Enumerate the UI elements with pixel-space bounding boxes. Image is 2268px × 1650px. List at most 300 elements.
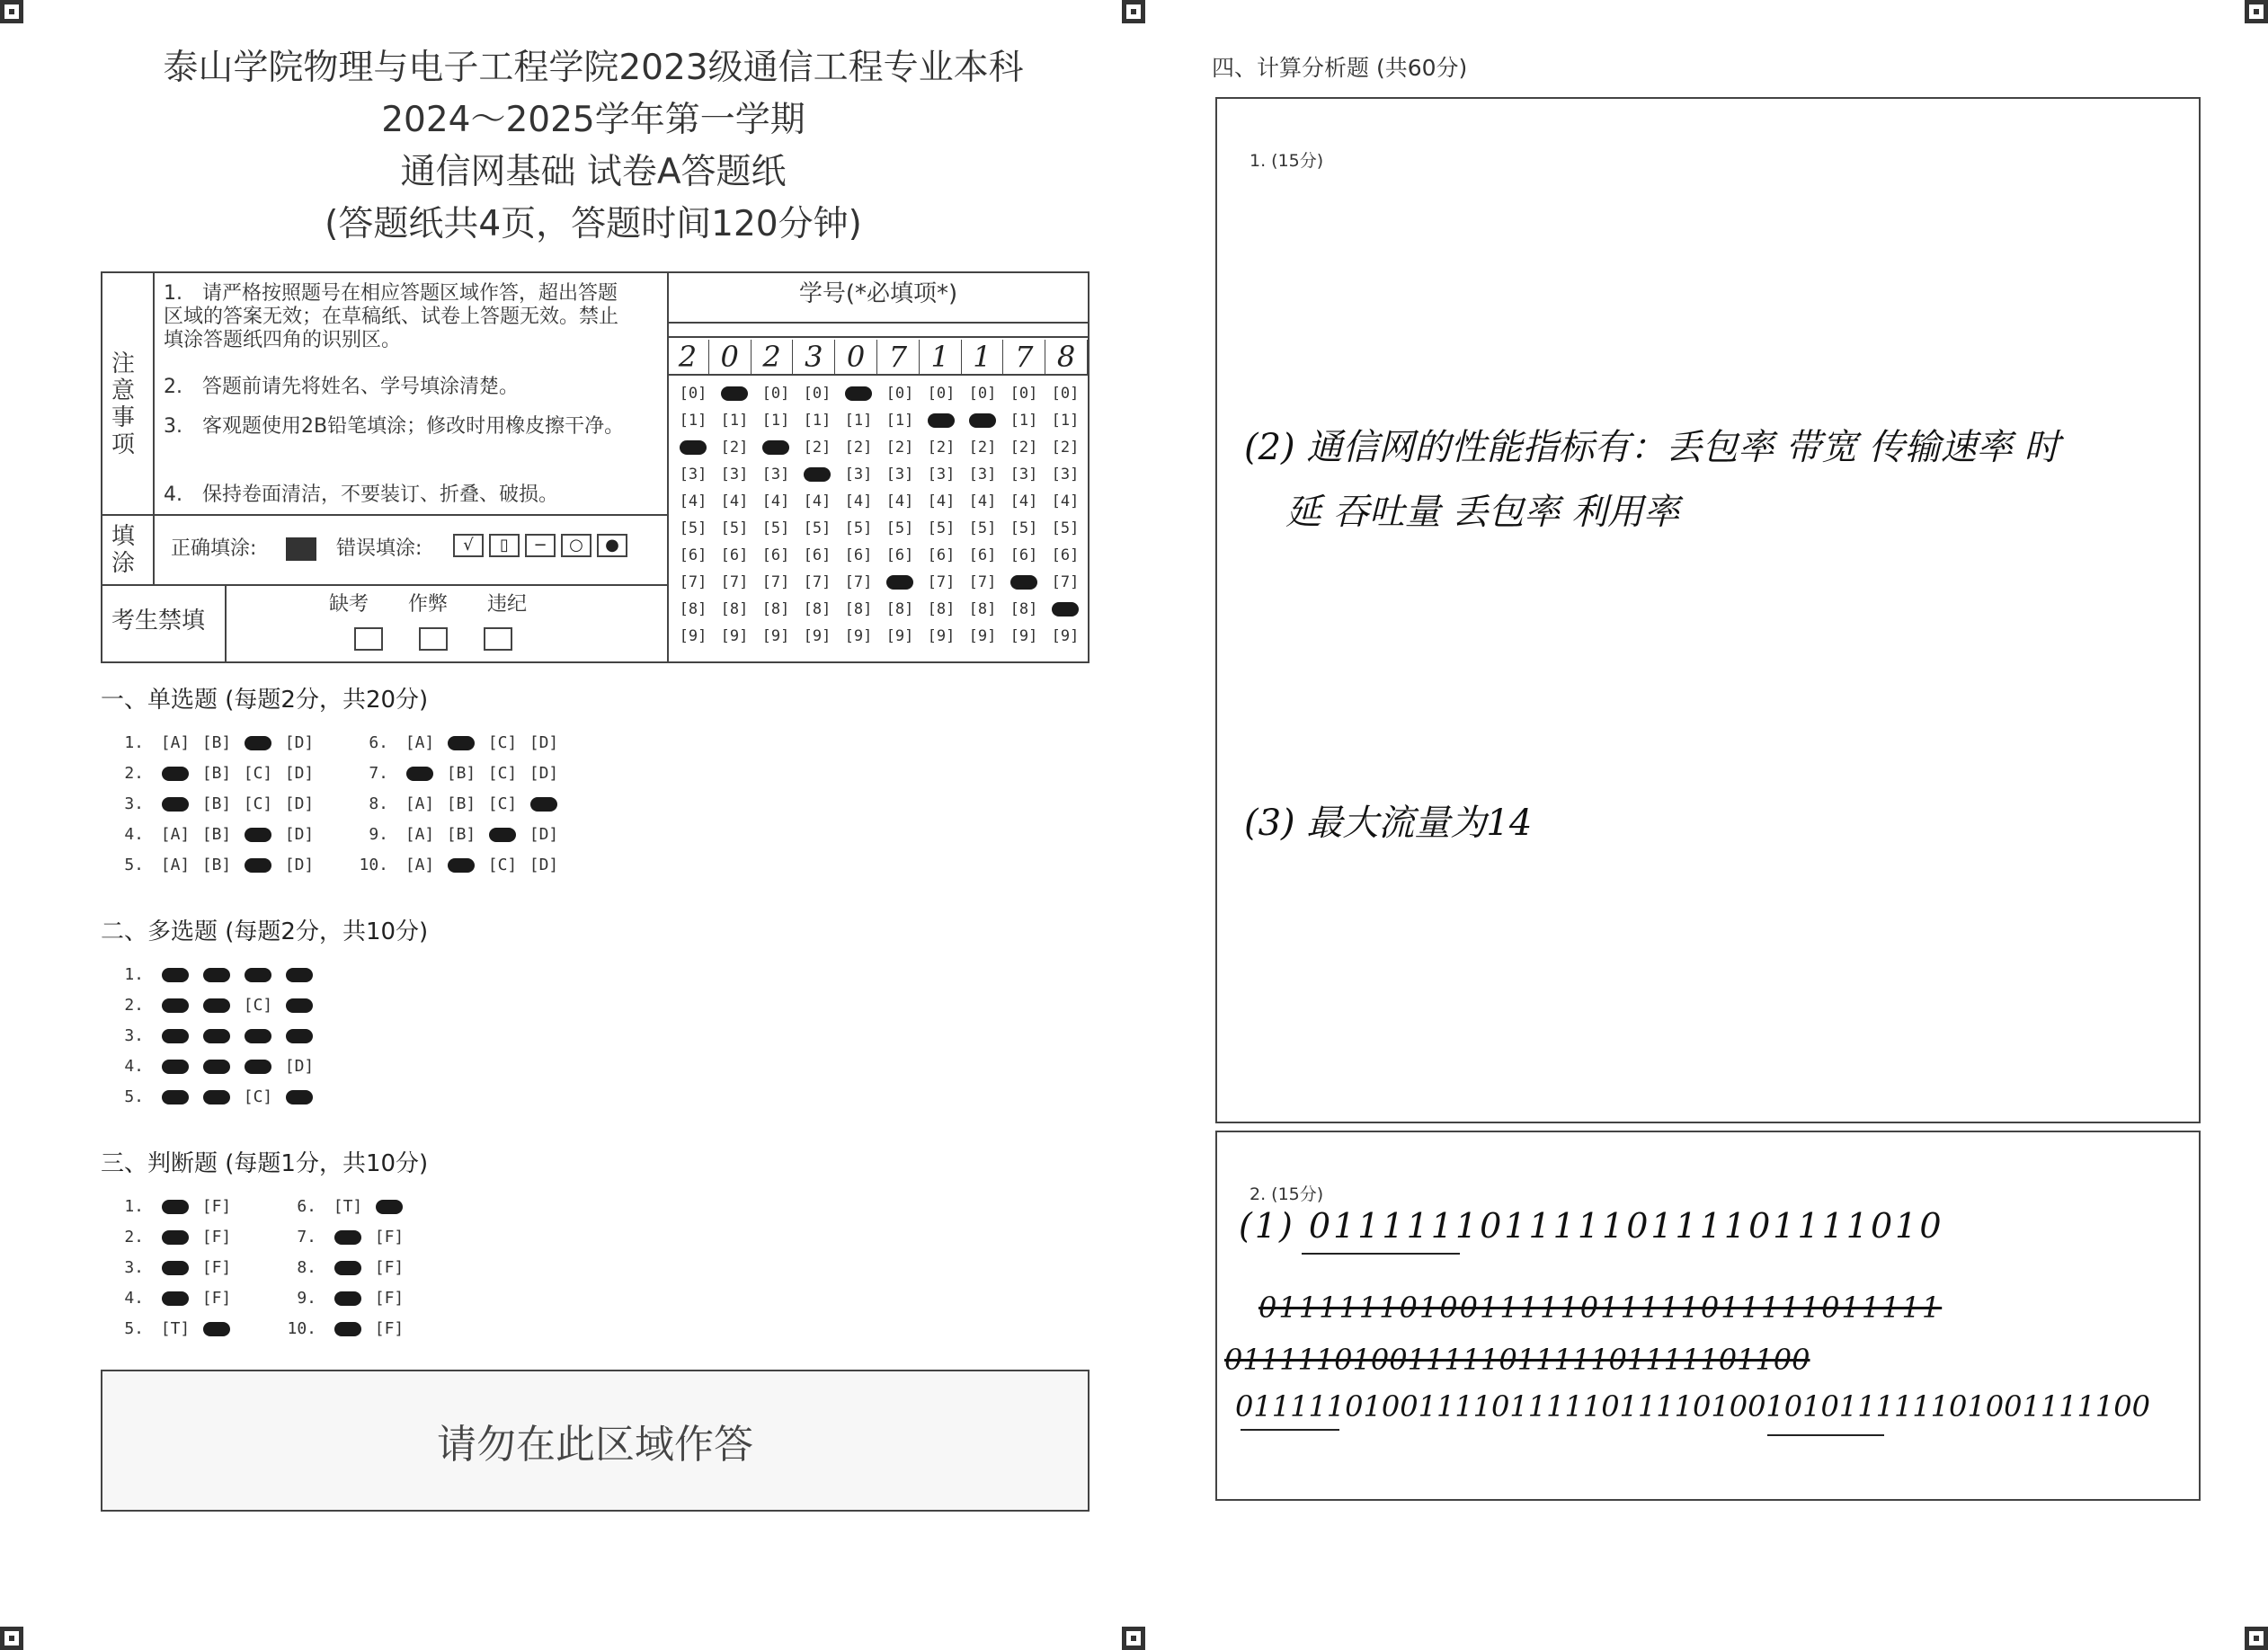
option-bubble[interactable]: [B] (201, 764, 232, 783)
option-filled[interactable] (327, 1258, 369, 1277)
id-bubble[interactable]: [1] (844, 412, 873, 430)
student-id-row (672, 627, 1086, 645)
student-id-digit: 3 (793, 340, 835, 374)
option-bubble[interactable]: [B] (201, 825, 232, 844)
notice-item-2: 2. 答题前请先将姓名、学号填涂清楚。 (164, 376, 519, 398)
id-bubble[interactable]: [8] (720, 600, 749, 618)
id-bubble[interactable]: [5] (844, 519, 873, 537)
option-filled[interactable] (155, 1026, 196, 1045)
id-bubble[interactable]: [2] (844, 439, 873, 457)
filled-mark (203, 998, 230, 1013)
id-bubble[interactable]: [0] (803, 385, 832, 403)
option-bubble[interactable]: [D] (284, 733, 315, 752)
id-bubble[interactable]: [9] (720, 627, 749, 645)
filled-mark (804, 467, 831, 482)
option-filled[interactable] (196, 1319, 237, 1338)
filled-mark (162, 1291, 189, 1306)
question-number: 4. (124, 1057, 144, 1076)
option-filled[interactable] (155, 794, 196, 813)
answer-row (106, 1057, 320, 1076)
option-filled[interactable] (155, 1197, 196, 1216)
id-bubble[interactable]: [1] (1051, 412, 1080, 430)
question-number: 10. (287, 1319, 316, 1338)
id-bubble[interactable]: [8] (844, 600, 873, 618)
section1-title: 一、单选题 (每题2分，共20分) (101, 687, 429, 714)
option-bubble[interactable]: [C] (487, 856, 518, 874)
filled-mark (203, 1322, 230, 1336)
student-id-row (672, 519, 1086, 537)
student-id-digit: 8 (1045, 340, 1088, 374)
checkbox-absent[interactable] (354, 627, 383, 651)
checkbox-cheat[interactable] (419, 627, 448, 651)
id-bubble[interactable]: [5] (679, 519, 707, 537)
section2-title: 二、多选题 (每题2分，共10分) (101, 918, 429, 945)
id-bubble-filled[interactable] (755, 439, 796, 457)
filled-mark (1010, 575, 1037, 590)
option-bubble[interactable]: [D] (284, 825, 315, 844)
id-bubble-filled[interactable] (879, 573, 921, 591)
answer-row (351, 764, 565, 783)
id-bubble[interactable]: [5] (927, 519, 956, 537)
id-bubble[interactable]: [5] (1009, 519, 1038, 537)
correct-fill-sample (286, 537, 316, 561)
wrong-fill-label: 错误填涂: (336, 537, 422, 560)
option-bubble[interactable]: [C] (243, 1087, 273, 1106)
answer-row (279, 1197, 410, 1216)
id-bubble[interactable]: [9] (844, 627, 873, 645)
id-bubble[interactable]: [3] (1009, 466, 1038, 483)
id-bubble[interactable]: [4] (1009, 492, 1038, 510)
id-bubble[interactable]: [8] (761, 600, 790, 618)
student-id-row (672, 412, 1086, 430)
option-bubble[interactable]: [B] (446, 825, 476, 844)
filled-mark (376, 1200, 403, 1214)
student-id-digit: 7 (877, 340, 920, 374)
id-bubble[interactable]: [3] (1051, 466, 1080, 483)
option-filled[interactable] (327, 1289, 369, 1308)
option-filled[interactable] (155, 965, 196, 984)
answer-row (351, 856, 565, 874)
option-bubble[interactable]: [A] (405, 733, 435, 752)
section4-title: 四、计算分析题 (共60分) (1212, 55, 1468, 81)
question-number: 10. (359, 856, 388, 874)
exam-title-line4: (答题纸共4页，答题时间120分钟) (325, 204, 862, 244)
question-number: 3. (124, 794, 144, 813)
id-bubble[interactable]: [1] (679, 412, 707, 430)
q1-label: 1. (15分) (1250, 151, 1324, 171)
id-bubble-filled[interactable] (838, 385, 879, 403)
id-bubble[interactable]: [4] (761, 492, 790, 510)
option-filled[interactable] (237, 733, 279, 752)
answer-row (279, 1228, 410, 1246)
question-number: 7. (297, 1228, 316, 1246)
id-bubble[interactable]: [4] (679, 492, 707, 510)
id-bubble[interactable]: [1] (803, 412, 832, 430)
option-bubble[interactable]: [C] (243, 794, 273, 813)
option-bubble[interactable]: [D] (284, 1057, 315, 1076)
filled-mark (448, 736, 475, 750)
question-number: 2. (124, 764, 144, 783)
corner-marker (0, 0, 23, 23)
answer-row (106, 1258, 237, 1277)
question-number: 2. (124, 996, 144, 1015)
id-bubble[interactable]: [4] (844, 492, 873, 510)
option-filled[interactable] (155, 764, 196, 783)
option-filled[interactable] (327, 1228, 369, 1246)
option-filled[interactable] (369, 1197, 410, 1216)
id-bubble[interactable]: [7] (803, 573, 832, 591)
id-bubble-filled[interactable] (1045, 600, 1086, 618)
checkbox-violation[interactable] (484, 627, 512, 651)
id-bubble[interactable]: [1] (761, 412, 790, 430)
id-bubble[interactable]: [3] (885, 466, 914, 483)
answer-row (106, 1228, 237, 1246)
id-bubble[interactable]: [0] (885, 385, 914, 403)
option-bubble[interactable]: [A] (405, 856, 435, 874)
id-bubble[interactable]: [9] (1051, 627, 1080, 645)
option-bubble[interactable]: [C] (487, 794, 518, 813)
option-bubble[interactable]: [D] (529, 825, 559, 844)
option-bubble[interactable]: [B] (446, 794, 476, 813)
id-bubble[interactable]: [3] (968, 466, 997, 483)
option-filled[interactable] (196, 1057, 237, 1076)
notice-item-3: 3. 客观题使用2B铅笔填涂；修改时用橡皮擦干净。 (164, 415, 625, 438)
id-bubble[interactable]: [3] (720, 466, 749, 483)
filled-mark (162, 767, 189, 781)
id-bubble[interactable]: [5] (803, 519, 832, 537)
option-filled[interactable] (196, 965, 237, 984)
id-bubble[interactable]: [7] (720, 573, 749, 591)
id-bubble[interactable]: [0] (927, 385, 956, 403)
student-id-digit: 0 (709, 340, 752, 374)
answer-row (351, 825, 565, 844)
id-bubble[interactable]: [9] (803, 627, 832, 645)
student-id-digit: 2 (752, 340, 794, 374)
id-bubble[interactable]: [5] (968, 519, 997, 537)
filled-mark (203, 1090, 230, 1104)
option-bubble[interactable]: [D] (529, 856, 559, 874)
id-bubble[interactable]: [7] (968, 573, 997, 591)
no-answer-zone: 请勿在此区域作答 (101, 1370, 1090, 1512)
id-bubble[interactable]: [4] (1051, 492, 1080, 510)
option-filled[interactable] (279, 1026, 320, 1045)
option-bubble[interactable]: [C] (243, 996, 273, 1015)
id-bubble[interactable]: [7] (844, 573, 873, 591)
option-bubble[interactable]: [D] (284, 764, 315, 783)
id-bubble[interactable]: [6] (679, 546, 707, 564)
option-filled[interactable] (279, 1087, 320, 1106)
option-bubble[interactable]: [D] (284, 856, 315, 874)
id-bubble[interactable]: [6] (1009, 546, 1038, 564)
question-number: 9. (369, 825, 388, 844)
option-filled[interactable] (279, 965, 320, 984)
filled-mark (334, 1291, 361, 1306)
answer-row (106, 965, 320, 984)
notice-item-4: 4. 保持卷面清洁，不要装订、折叠、破损。 (164, 483, 558, 506)
id-bubble[interactable]: [8] (968, 600, 997, 618)
id-bubble[interactable]: [6] (885, 546, 914, 564)
id-bubble[interactable]: [1] (1009, 412, 1038, 430)
option-filled[interactable] (155, 1087, 196, 1106)
corner-marker (1122, 1627, 1145, 1650)
id-bubble[interactable]: [4] (803, 492, 832, 510)
wrong-sample-check: √ (453, 534, 484, 557)
id-bubble[interactable]: [0] (679, 385, 707, 403)
filled-mark (245, 1060, 271, 1074)
corner-marker (2245, 0, 2268, 23)
filled-mark (762, 440, 789, 455)
option-bubble[interactable]: [F] (201, 1197, 232, 1216)
option-filled[interactable] (327, 1319, 369, 1338)
question-number: 1. (124, 1197, 144, 1216)
answer-row (279, 1319, 410, 1338)
id-bubble[interactable]: [4] (720, 492, 749, 510)
question-number: 3. (124, 1258, 144, 1277)
id-bubble[interactable]: [9] (927, 627, 956, 645)
id-bubble[interactable]: [0] (968, 385, 997, 403)
student-id-row (672, 439, 1086, 457)
answer-row (106, 1026, 320, 1045)
student-id-digit: 0 (835, 340, 877, 374)
id-bubble[interactable]: [0] (1009, 385, 1038, 403)
option-filled[interactable] (155, 1057, 196, 1076)
id-bubble[interactable]: [2] (927, 439, 956, 457)
q1-answer3: (3) 最大流量为14 (1244, 803, 1533, 844)
id-bubble[interactable]: [6] (968, 546, 997, 564)
option-bubble[interactable]: [D] (284, 794, 315, 813)
question-number: 6. (369, 733, 388, 752)
option-filled[interactable] (279, 996, 320, 1015)
q2-line3-struck: 01111101001111101111101111101100 (1224, 1343, 1810, 1377)
q1-answer2-line2: 延 吞吐量 丢包率 利用率 (1285, 492, 1680, 533)
answer-row (106, 1087, 320, 1106)
id-bubble[interactable]: [6] (761, 546, 790, 564)
option-bubble[interactable]: [D] (529, 764, 559, 783)
option-bubble[interactable]: [A] (160, 825, 191, 844)
option-filled[interactable] (237, 825, 279, 844)
notice-label: 注意事项 (111, 350, 136, 458)
filled-mark (286, 1029, 313, 1043)
option-filled[interactable] (399, 764, 440, 783)
student-id-digit: 1 (962, 340, 1004, 374)
q2-line4: 01111101001111011111011110100101011111101001111100 (1235, 1389, 2150, 1424)
filled-mark (203, 1060, 230, 1074)
id-bubble[interactable]: [2] (885, 439, 914, 457)
id-bubble[interactable]: [4] (927, 492, 956, 510)
filled-mark (245, 736, 271, 750)
forbidden-absent: 缺考 (329, 593, 369, 616)
option-bubble[interactable]: [F] (374, 1319, 405, 1338)
option-filled[interactable] (196, 996, 237, 1015)
id-bubble[interactable]: [3] (679, 466, 707, 483)
id-bubble[interactable]: [8] (885, 600, 914, 618)
option-bubble[interactable]: [A] (160, 856, 191, 874)
answer-row (351, 794, 565, 813)
option-bubble[interactable]: [B] (201, 856, 232, 874)
option-bubble[interactable]: [A] (405, 794, 435, 813)
filled-mark (286, 1090, 313, 1104)
id-bubble-filled[interactable] (1003, 573, 1045, 591)
filled-mark (162, 968, 189, 982)
filled-mark (162, 1200, 189, 1214)
q2-line2-struck: 0111111010011111011111011111011111 (1259, 1291, 1943, 1325)
option-bubble[interactable]: [F] (201, 1258, 232, 1277)
id-bubble[interactable]: [7] (927, 573, 956, 591)
id-bubble[interactable]: [0] (1051, 385, 1080, 403)
answer-row (106, 996, 320, 1015)
exam-title-line2: 2024～2025学年第一学期 (381, 100, 805, 140)
answer-row (106, 1319, 237, 1338)
q1-answer-box (1215, 97, 2201, 1123)
id-bubble[interactable]: [9] (885, 627, 914, 645)
id-bubble[interactable]: [7] (761, 573, 790, 591)
question-number: 3. (124, 1026, 144, 1045)
id-bubble[interactable]: [9] (1009, 627, 1038, 645)
id-bubble[interactable]: [6] (1051, 546, 1080, 564)
option-filled[interactable] (237, 856, 279, 874)
filled-mark (334, 1322, 361, 1336)
option-bubble[interactable]: [D] (529, 733, 559, 752)
option-bubble[interactable]: [F] (374, 1258, 405, 1277)
option-bubble[interactable]: [C] (243, 764, 273, 783)
id-bubble-filled[interactable] (796, 466, 838, 483)
option-filled[interactable] (237, 1026, 279, 1045)
question-number: 5. (124, 1087, 144, 1106)
id-bubble[interactable]: [2] (968, 439, 997, 457)
option-filled[interactable] (155, 996, 196, 1015)
option-bubble[interactable]: [F] (374, 1289, 405, 1308)
id-bubble[interactable]: [9] (679, 627, 707, 645)
option-bubble[interactable]: [C] (487, 764, 518, 783)
id-bubble[interactable]: [6] (927, 546, 956, 564)
id-bubble[interactable]: [6] (844, 546, 873, 564)
question-number: 8. (369, 794, 388, 813)
student-id-digit: 1 (920, 340, 962, 374)
filled-mark (162, 1261, 189, 1275)
option-bubble[interactable]: [C] (487, 733, 518, 752)
id-bubble[interactable]: [2] (1009, 439, 1038, 457)
id-bubble[interactable]: [5] (1051, 519, 1080, 537)
corner-marker (1122, 0, 1145, 23)
id-bubble-filled[interactable] (962, 412, 1003, 430)
option-filled[interactable] (196, 1087, 237, 1106)
option-bubble[interactable]: [T] (333, 1197, 363, 1216)
student-id-digits (667, 340, 1088, 374)
forbidden-cheat: 作弊 (408, 593, 449, 616)
id-bubble[interactable]: [3] (844, 466, 873, 483)
id-bubble[interactable]: [8] (679, 600, 707, 618)
student-id-row (672, 385, 1086, 403)
id-bubble[interactable]: [5] (761, 519, 790, 537)
answer-row (106, 1197, 237, 1216)
q2-label: 2. (15分) (1250, 1184, 1324, 1204)
question-number: 6. (297, 1197, 316, 1216)
id-bubble[interactable]: [8] (803, 600, 832, 618)
option-bubble[interactable]: [F] (374, 1228, 405, 1246)
option-filled[interactable] (440, 733, 482, 752)
option-bubble[interactable]: [A] (405, 825, 435, 844)
option-filled[interactable] (196, 1026, 237, 1045)
id-bubble[interactable]: [6] (803, 546, 832, 564)
fill-label: 填涂 (111, 523, 136, 577)
answer-row (106, 733, 320, 752)
filled-mark (721, 386, 748, 401)
id-bubble-filled[interactable] (714, 385, 755, 403)
q2-line1: (1) 01111110111110111101111010 (1239, 1206, 1944, 1246)
option-filled[interactable] (237, 965, 279, 984)
id-bubble[interactable]: [1] (885, 412, 914, 430)
id-bubble[interactable]: [9] (968, 627, 997, 645)
id-bubble[interactable]: [4] (885, 492, 914, 510)
option-filled[interactable] (155, 1228, 196, 1246)
id-bubble[interactable]: [0] (761, 385, 790, 403)
id-bubble[interactable]: [9] (761, 627, 790, 645)
answer-row (279, 1289, 410, 1308)
filled-mark (845, 386, 872, 401)
option-filled[interactable] (440, 856, 482, 874)
id-bubble[interactable]: [6] (720, 546, 749, 564)
option-filled[interactable] (523, 794, 565, 813)
question-number: 2. (124, 1228, 144, 1246)
filled-mark (162, 1230, 189, 1245)
option-bubble[interactable]: [F] (201, 1289, 232, 1308)
option-bubble[interactable]: [B] (201, 794, 232, 813)
id-bubble[interactable]: [8] (927, 600, 956, 618)
filled-mark (162, 1090, 189, 1104)
id-bubble[interactable]: [2] (1051, 439, 1080, 457)
id-bubble[interactable]: [4] (968, 492, 997, 510)
id-bubble[interactable]: [5] (720, 519, 749, 537)
wrong-sample-dash: − (525, 534, 556, 557)
student-id-row (672, 600, 1086, 618)
option-bubble[interactable]: [F] (201, 1228, 232, 1246)
filled-mark (203, 1029, 230, 1043)
exam-title-line1: 泰山学院物理与电子工程学院2023级通信工程专业本科 (163, 48, 1024, 88)
filled-mark (334, 1230, 361, 1245)
option-bubble[interactable]: [B] (446, 764, 476, 783)
answer-row (351, 733, 565, 752)
id-bubble[interactable]: [3] (761, 466, 790, 483)
option-bubble[interactable]: [B] (201, 733, 232, 752)
option-filled[interactable] (155, 1289, 196, 1308)
wrong-sample-bar: ▯ (489, 534, 520, 557)
id-bubble[interactable]: [8] (1009, 600, 1038, 618)
id-bubble[interactable]: [5] (885, 519, 914, 537)
id-bubble-filled[interactable] (672, 439, 714, 457)
forbidden-violation: 违纪 (487, 593, 528, 616)
filled-mark (448, 858, 475, 873)
question-number: 1. (124, 965, 144, 984)
filled-mark (406, 767, 433, 781)
filled-mark (286, 998, 313, 1013)
id-bubble[interactable]: [1] (720, 412, 749, 430)
corner-marker (0, 1627, 23, 1650)
id-bubble[interactable]: [7] (1051, 573, 1080, 591)
id-bubble[interactable]: [2] (720, 439, 749, 457)
exam-title-line3: 通信网基础 试卷A答题纸 (400, 152, 787, 192)
student-id-row (672, 573, 1086, 591)
id-bubble[interactable]: [7] (679, 573, 707, 591)
option-filled[interactable] (237, 1057, 279, 1076)
option-bubble[interactable]: [A] (160, 733, 191, 752)
option-bubble[interactable]: [T] (160, 1319, 191, 1338)
id-bubble[interactable]: [2] (803, 439, 832, 457)
option-filled[interactable] (482, 825, 523, 844)
id-bubble-filled[interactable] (921, 412, 962, 430)
filled-mark (162, 1029, 189, 1043)
option-filled[interactable] (155, 1258, 196, 1277)
id-bubble[interactable]: [3] (927, 466, 956, 483)
